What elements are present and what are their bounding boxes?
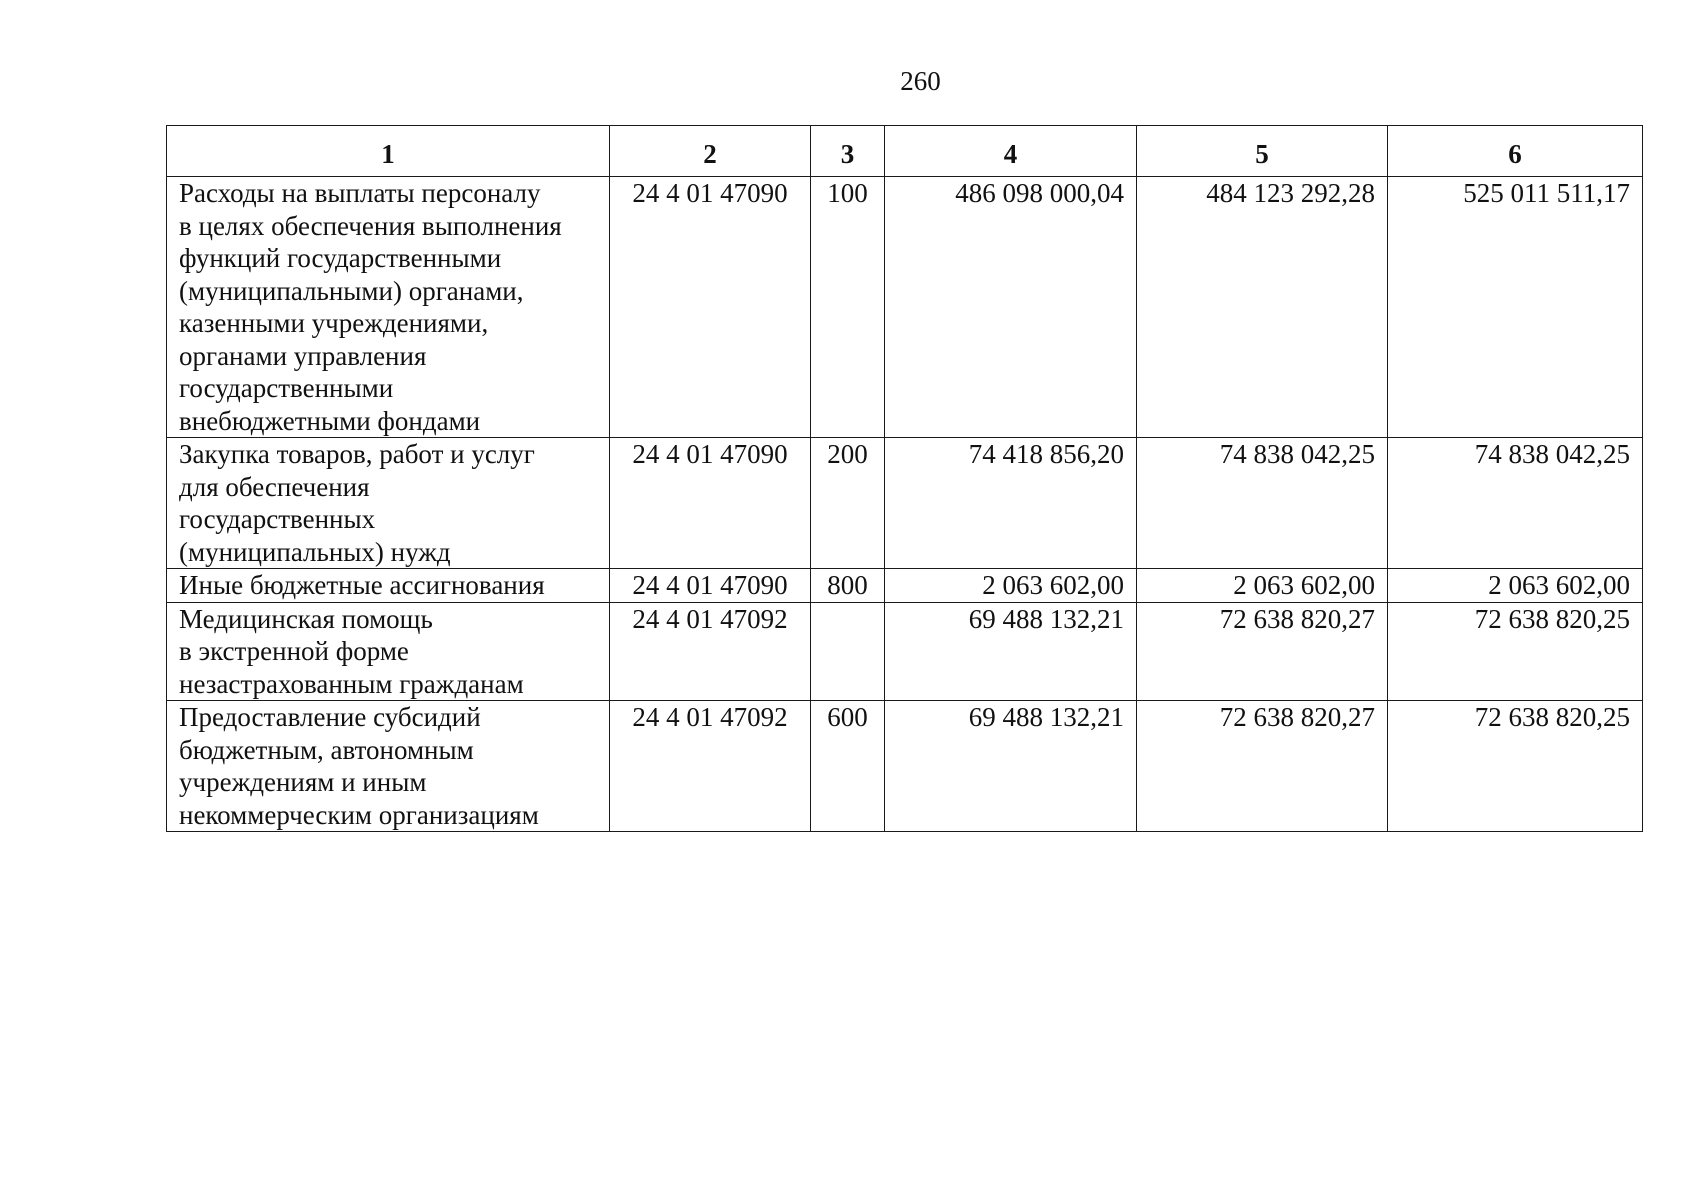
row-vr-code	[811, 602, 885, 701]
row-name-line: (муниципальными) органами,	[179, 275, 524, 306]
header-col-2: 2	[610, 126, 811, 177]
table-row	[167, 177, 1643, 438]
row-name-line: Предоставление субсидий	[179, 702, 481, 732]
row-amount-5: 2 063 602,00	[1137, 569, 1388, 603]
row-amount-6: 74 838 042,25	[1388, 438, 1643, 569]
row-vr-code: 100	[811, 177, 885, 438]
row-name	[167, 177, 610, 438]
row-amount-6: 2 063 602,00	[1388, 569, 1643, 603]
table-row	[167, 701, 1643, 832]
row-name-line: бюджетным, автономным	[179, 734, 474, 765]
row-amount-6: 525 011 511,17	[1388, 177, 1643, 438]
table-row	[167, 569, 1643, 603]
row-csr-code: 24 4 01 47090	[610, 569, 811, 603]
row-csr-code: 24 4 01 47092	[610, 701, 811, 832]
row-name-line: некоммерческим организациям	[179, 799, 539, 830]
row-name-line: функций государственными	[179, 243, 502, 273]
row-name	[167, 569, 610, 603]
row-name-line: государственных	[179, 504, 376, 534]
row-name-line: учреждениям и иным	[179, 767, 427, 797]
row-amount-4: 69 488 132,21	[885, 602, 1137, 701]
row-name-line: Иные бюджетные ассигнования	[179, 570, 545, 600]
row-name-line: казенными учреждениями,	[179, 308, 489, 338]
row-vr-code: 200	[811, 438, 885, 569]
row-amount-4: 486 098 000,04	[885, 177, 1137, 438]
row-name-line: в экстренной форме	[179, 636, 409, 666]
row-amount-4: 2 063 602,00	[885, 569, 1137, 603]
row-name-line: внебюджетными фондами	[179, 405, 481, 436]
table-row	[167, 602, 1643, 701]
row-name-line: государственными	[179, 373, 394, 403]
row-amount-6: 72 638 820,25	[1388, 602, 1643, 701]
table-row	[167, 438, 1643, 569]
header-col-5: 5	[1137, 126, 1388, 177]
header-col-3: 3	[811, 126, 885, 177]
row-csr-code: 24 4 01 47090	[610, 438, 811, 569]
row-name-line: в целях обеспечения выполнения	[179, 210, 562, 241]
row-amount-5: 484 123 292,28	[1137, 177, 1388, 438]
header-col-4: 4	[885, 126, 1137, 177]
row-amount-5: 72 638 820,27	[1137, 602, 1388, 701]
row-name-line: Закупка товаров, работ и услуг	[179, 439, 535, 469]
row-vr-code: 600	[811, 701, 885, 832]
budget-table	[166, 125, 1643, 832]
row-amount-4: 69 488 132,21	[885, 701, 1137, 832]
row-amount-4: 74 418 856,20	[885, 438, 1137, 569]
row-name	[167, 438, 610, 569]
row-csr-code: 24 4 01 47090	[610, 177, 811, 438]
header-row	[167, 126, 1643, 177]
table-header	[167, 126, 1643, 177]
row-name-line: органами управления	[179, 340, 427, 371]
row-amount-6: 72 638 820,25	[1388, 701, 1643, 832]
table-body	[167, 177, 1643, 832]
row-vr-code: 800	[811, 569, 885, 603]
row-name	[167, 701, 610, 832]
row-name-line: незастрахованным гражданам	[179, 668, 524, 699]
row-csr-code: 24 4 01 47092	[610, 602, 811, 701]
row-amount-5: 74 838 042,25	[1137, 438, 1388, 569]
row-amount-5: 72 638 820,27	[1137, 701, 1388, 832]
page-number: 260	[900, 66, 941, 96]
row-name-line: для обеспечения	[179, 471, 370, 502]
row-name	[167, 602, 610, 701]
row-name-line: Расходы на выплаты персоналу	[179, 178, 541, 208]
row-name-line: (муниципальных) нужд	[179, 536, 451, 567]
header-col-1: 1	[167, 126, 610, 177]
row-name-line: Медицинская помощь	[179, 603, 433, 634]
header-col-6: 6	[1388, 126, 1643, 177]
